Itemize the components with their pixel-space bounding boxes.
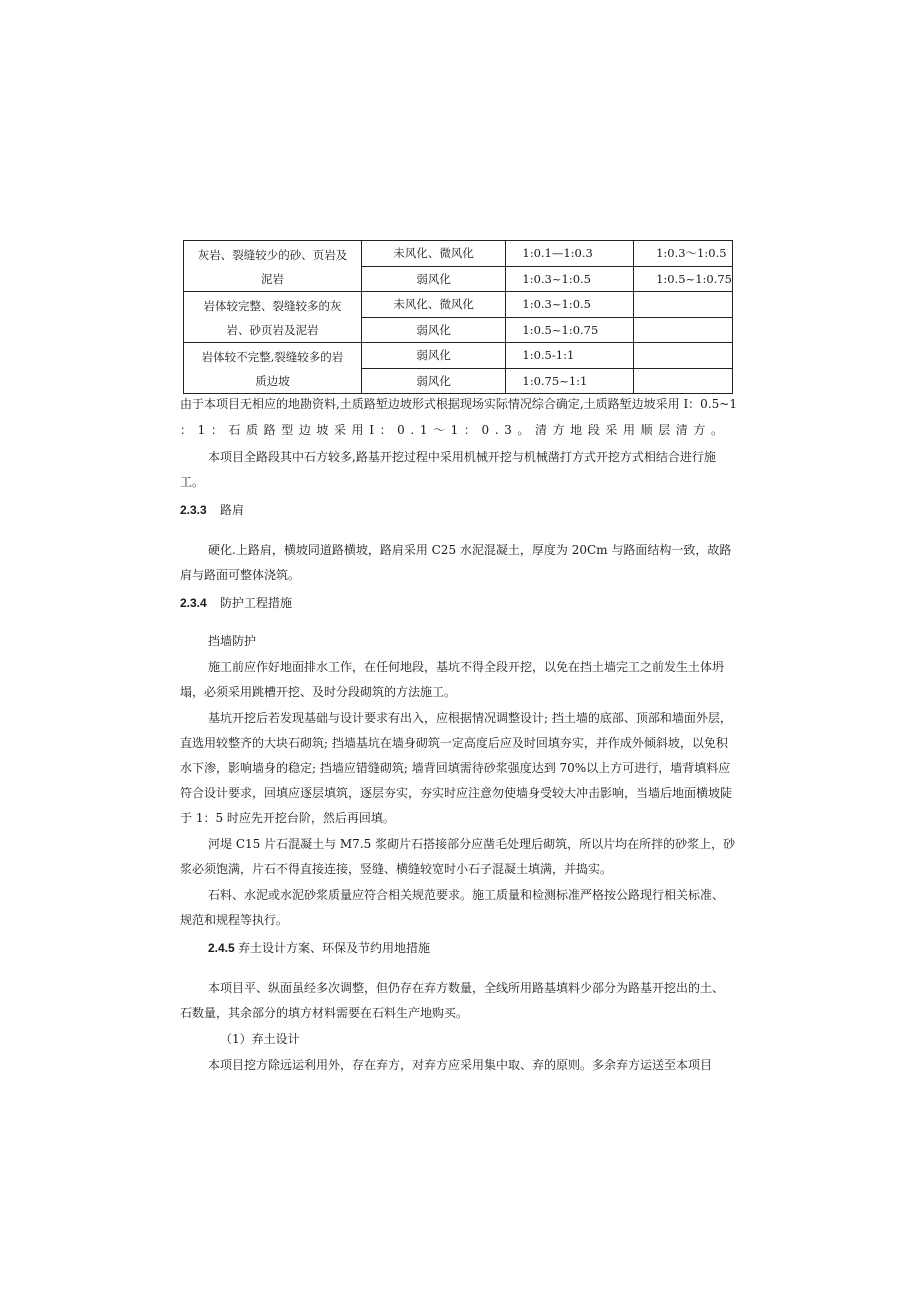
slope-ratio-cell [634, 317, 733, 343]
section-title: 弃土设计方案、环保及节约用地措施 [238, 941, 431, 955]
section-number: 2.3.3 [180, 503, 207, 517]
paragraph-line: 工。 [180, 475, 205, 489]
weathering-cell: 弱风化 [361, 343, 505, 369]
slope-ratio-cell: 1:0.5~1:0.75 [634, 266, 733, 292]
rock-type-cell: 灰岩、裂缝较少的砂、页岩及泥岩 [184, 241, 362, 292]
section-heading-2-3-3 [180, 502, 244, 518]
paragraph-line: 水下渗，影响墙身的稳定; 挡墙应错缝砌筑; 墙背回填需待砂浆强度达到 70%以上方可进行，墙背填料应 [180, 761, 731, 775]
subheading: （1）弃土设计 [220, 1032, 300, 1046]
paragraph-line: 本项目全路段其中石方较多,路基开挖过程中采用机械开挖与机械凿打方式开挖方式相结合进行施 [208, 450, 716, 464]
rock-type-cell: 岩体较完整、裂缝较多的灰岩、砂页岩及泥岩 [184, 292, 362, 343]
paragraph-line: 浆必须饱满，片石不得直接连接，竖缝、横缝较宽时小石子混凝土填满，并捣实。 [180, 862, 613, 876]
slope-ratio-cell [634, 368, 733, 394]
weathering-cell: 弱风化 [361, 368, 505, 394]
paragraph-line: 河堤 C15 片石混凝土与 M7.5 浆砌片石搭接部分应凿毛处理后砌筑，所以片均在所拌的砂浆上，砂 [208, 837, 736, 851]
section-title: 防护工程措施 [220, 596, 293, 610]
section-title: 路肩 [220, 503, 245, 517]
slope-ratio-cell: 1:0.5-1:1 [506, 343, 634, 369]
slope-ratio-cell: 1:0.3~1:0.5 [506, 266, 634, 292]
slope-ratio-cell [634, 343, 733, 369]
paragraph-line: 符合设计要求，回填应逐层填筑，逐层夯实，夯实时应注意勿使墙身受较大冲击影响，当墙后地面横坡陡 [180, 786, 733, 800]
table-row [184, 292, 733, 318]
section-number: 2.3.4 [180, 596, 207, 610]
slope-ratio-table [183, 240, 733, 394]
weathering-cell: 弱风化 [361, 317, 505, 343]
paragraph-line: 本项目挖方除远运利用外，存在弃方，对弃方应采用集中取、弃的原则。多余弃方运送至本项目 [208, 1058, 713, 1072]
paragraph-line: 直选用较整齐的大块石砌筑; 挡墙基坑在墙身砌筑一定高度后应及时回填夯实，并作成外倾斜坡，以免积 [180, 736, 728, 750]
paragraph-line: 施工前应作好地面排水工作，在任何地段，基坑不得全段开挖，以免在挡土墙完工之前发生土体坍 [208, 660, 725, 674]
slope-ratio-cell: 1:0.5~1:0.75 [506, 317, 634, 343]
slope-ratio-cell [634, 292, 733, 318]
weathering-cell: 未风化、微风化 [361, 292, 505, 318]
paragraph-line: 石料、水泥或水泥砂浆质量应符合相关规范要求。施工质量和检测标准严格按公路现行相关标准、 [208, 888, 725, 902]
paragraph-line: 塌，必须采用跳槽开挖、及时分段砌筑的方法施工。 [180, 685, 457, 699]
paragraph-line: 基坑开挖后若发现基础与设计要求有出入，应根据情况调整设计; 挡土墙的底部、顶部和墙面外层， [208, 711, 732, 725]
table-row [184, 343, 733, 369]
rock-type-cell: 岩体较不完整,裂缝较多的岩质边坡 [184, 343, 362, 394]
subheading: 挡墙防护 [208, 634, 257, 648]
table-row [184, 241, 733, 267]
paragraph-line: 本项目平、纵面虽经多次调整，但仍存在弃方数量，全线所用路基填料少部分为路基开挖出的土、 [208, 981, 725, 995]
paragraph-line: 硬化.上路肩，横坡同道路横坡，路肩采用 C25 水泥混凝土，厚度为 20Cm 与路面结构一致，故路 [208, 543, 732, 557]
slope-ratio-cell: 1:0.1—1:0.3 [506, 241, 634, 267]
paragraph-line: 规范和规程等执行。 [180, 913, 289, 927]
paragraph-line: ：1：石质路型边坡采用I：0.1～1：0.3。清方地段采用顺层清方。 [180, 423, 729, 437]
paragraph-line: 肩与路面可整体浇筑。 [180, 568, 301, 582]
slope-ratio-cell: 1:0.3～1:0.5 [634, 241, 733, 267]
paragraph-line: 由于本项目无相应的地勘资料,土质路堑边坡形式根据现场实际情况综合确定,土质路堑边坡采用 I：0.5~1 [180, 397, 737, 411]
section-number: 2.4.5 [208, 941, 235, 955]
section-heading-2-3-4 [180, 595, 292, 611]
section-heading-2-4-5 [208, 940, 430, 956]
paragraph-line: 石数量，其余部分的填方材料需要在石料生产地购买。 [180, 1006, 469, 1020]
weathering-cell: 未风化、微风化 [361, 241, 505, 267]
weathering-cell: 弱风化 [361, 266, 505, 292]
slope-ratio-cell: 1:0.3~1:0.5 [506, 292, 634, 318]
slope-ratio-cell: 1:0.75~1:1 [506, 368, 634, 394]
paragraph-line: 于 1：5 时应先开挖台阶，然后再回填。 [180, 811, 395, 825]
